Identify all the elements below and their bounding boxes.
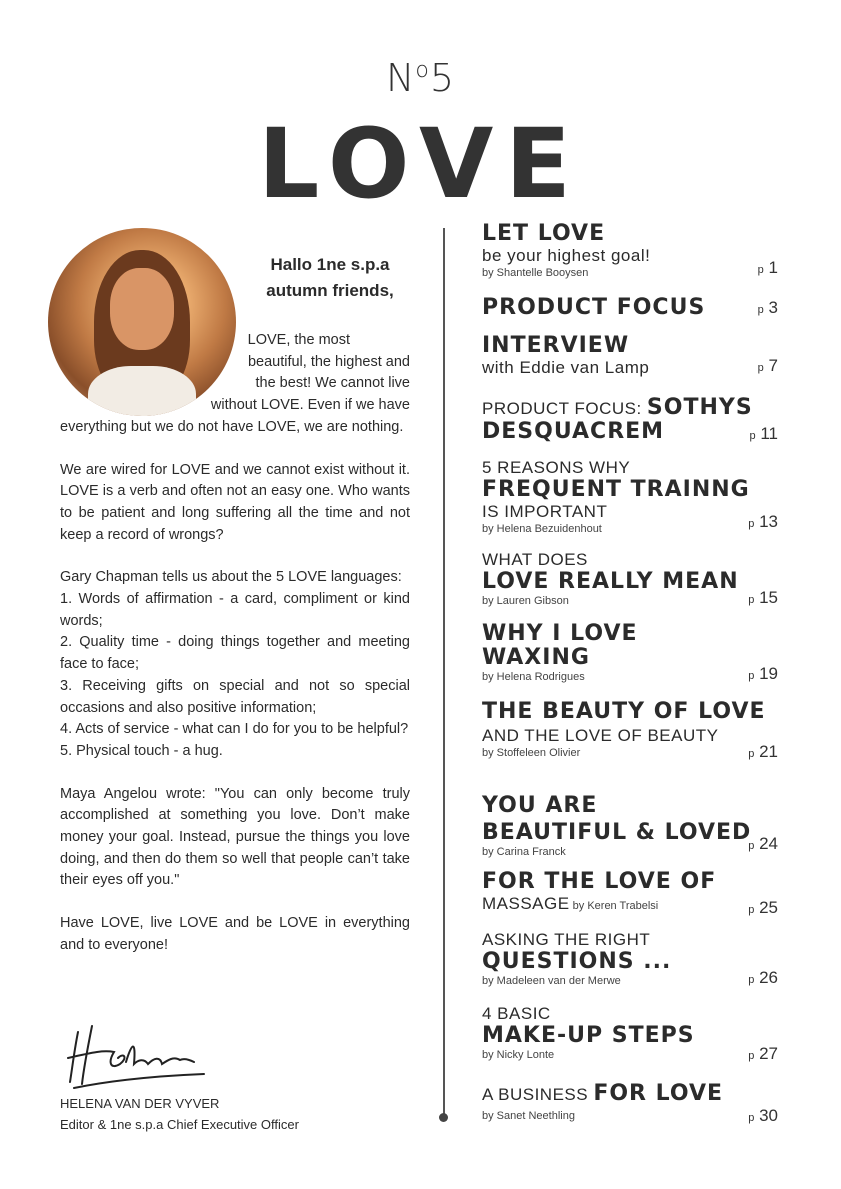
list-item: 4. Acts of service - what can I do for you to be helpful? <box>60 721 409 738</box>
paragraph: everything but we do not have LOVE, we are nothing. <box>60 418 404 435</box>
issue-number: $N^o5$ <box>385 56 456 100</box>
signature-role: Editor & 1ne s.p.a Chief Executive Officer <box>60 1117 299 1132</box>
toc-entry[interactable]: 4 BASIC MAKE-UP STEPS by Nicky Lonte p 27 <box>482 1004 778 1063</box>
toc-entry[interactable]: 5 REASONS WHY FREQUENT TRAINNG IS IMPORTANT by Helena Bezuidenhout p 13 <box>482 458 778 535</box>
list-item: 1. Words of affirmation - a card, compliment or kind words; <box>60 591 410 629</box>
editor-letter <box>60 330 410 957</box>
greeting: Hallo 1ne s.p.a autumn friends, <box>266 255 394 300</box>
intro-line: the best! We cannot live <box>255 375 410 392</box>
paragraph: Gary Chapman tells us about the 5 LOVE languages: <box>60 569 402 586</box>
toc-entry[interactable]: WHAT DOES LOVE REALLY MEAN by Lauren Gibson p 15 <box>482 550 778 607</box>
toc-entry[interactable]: PRODUCT FOCUS: SOTHYS DESQUACREM p 11 <box>482 395 778 444</box>
intro-line: without LOVE. Even if we have <box>210 397 410 414</box>
issue-title: LOVE <box>258 108 583 220</box>
column-divider <box>443 228 445 1116</box>
intro-line: beautiful, the highest and <box>247 353 410 370</box>
toc-entry[interactable]: ASKING THE RIGHT QUESTIONS ... by Madeleen van der Merwe p 26 <box>482 930 778 987</box>
paragraph: Have LOVE, live LOVE and be LOVE in everything and to everyone! <box>60 915 410 953</box>
signature-name: HELENA VAN DER VYVER <box>60 1096 220 1111</box>
toc-entry[interactable]: FOR THE LOVE OF MASSAGE by Keren Trabelsi p 25 <box>482 869 778 917</box>
toc-entry[interactable]: YOU ARE BEAUTIFUL & LOVED by Carina Franck p 24 <box>482 793 778 858</box>
toc-entry[interactable]: WHY I LOVE WAXING by Helena Rodrigues p 19 <box>482 621 778 683</box>
toc-entry[interactable]: PRODUCT FOCUS p 3 <box>482 295 778 320</box>
toc-entry[interactable]: THE BEAUTY OF LOVE AND THE LOVE OF BEAUTY by Stoffeleen Olivier p 21 <box>482 699 778 761</box>
paragraph: Maya Angelou wrote: "You can only become truly accomplished at something you love. Don’t make money your goal. Instead, pursue the things you love doing, and then do them so well that people can’t take their eyes off you." <box>60 785 410 889</box>
paragraph: We are wired for LOVE and we cannot exist without it. LOVE is a verb and often not an easy one. Who wants to be patient and long suffering all the time and not keep a record of wrongs? <box>60 461 410 543</box>
toc-entry[interactable]: A BUSINESS FOR LOVE by Sanet Neethling p 30 <box>482 1081 778 1125</box>
toc-entry[interactable]: INTERVIEW with Eddie van Lamp p 7 <box>482 333 778 377</box>
list-item: 5. Physical touch - a hug. <box>60 742 223 759</box>
list-item: 3. Receiving gifts on special and not so special occasions and also positive information; <box>60 677 410 716</box>
list-item: 2. Quality time - doing things together and meeting face to face; <box>60 634 410 673</box>
toc-entry[interactable]: LET LOVE be your highest goal! by Shantelle Booysen p 1 <box>482 221 778 279</box>
divider-dot <box>439 1113 448 1122</box>
intro-line: LOVE, the most <box>247 332 350 348</box>
signature-image <box>64 1022 214 1092</box>
